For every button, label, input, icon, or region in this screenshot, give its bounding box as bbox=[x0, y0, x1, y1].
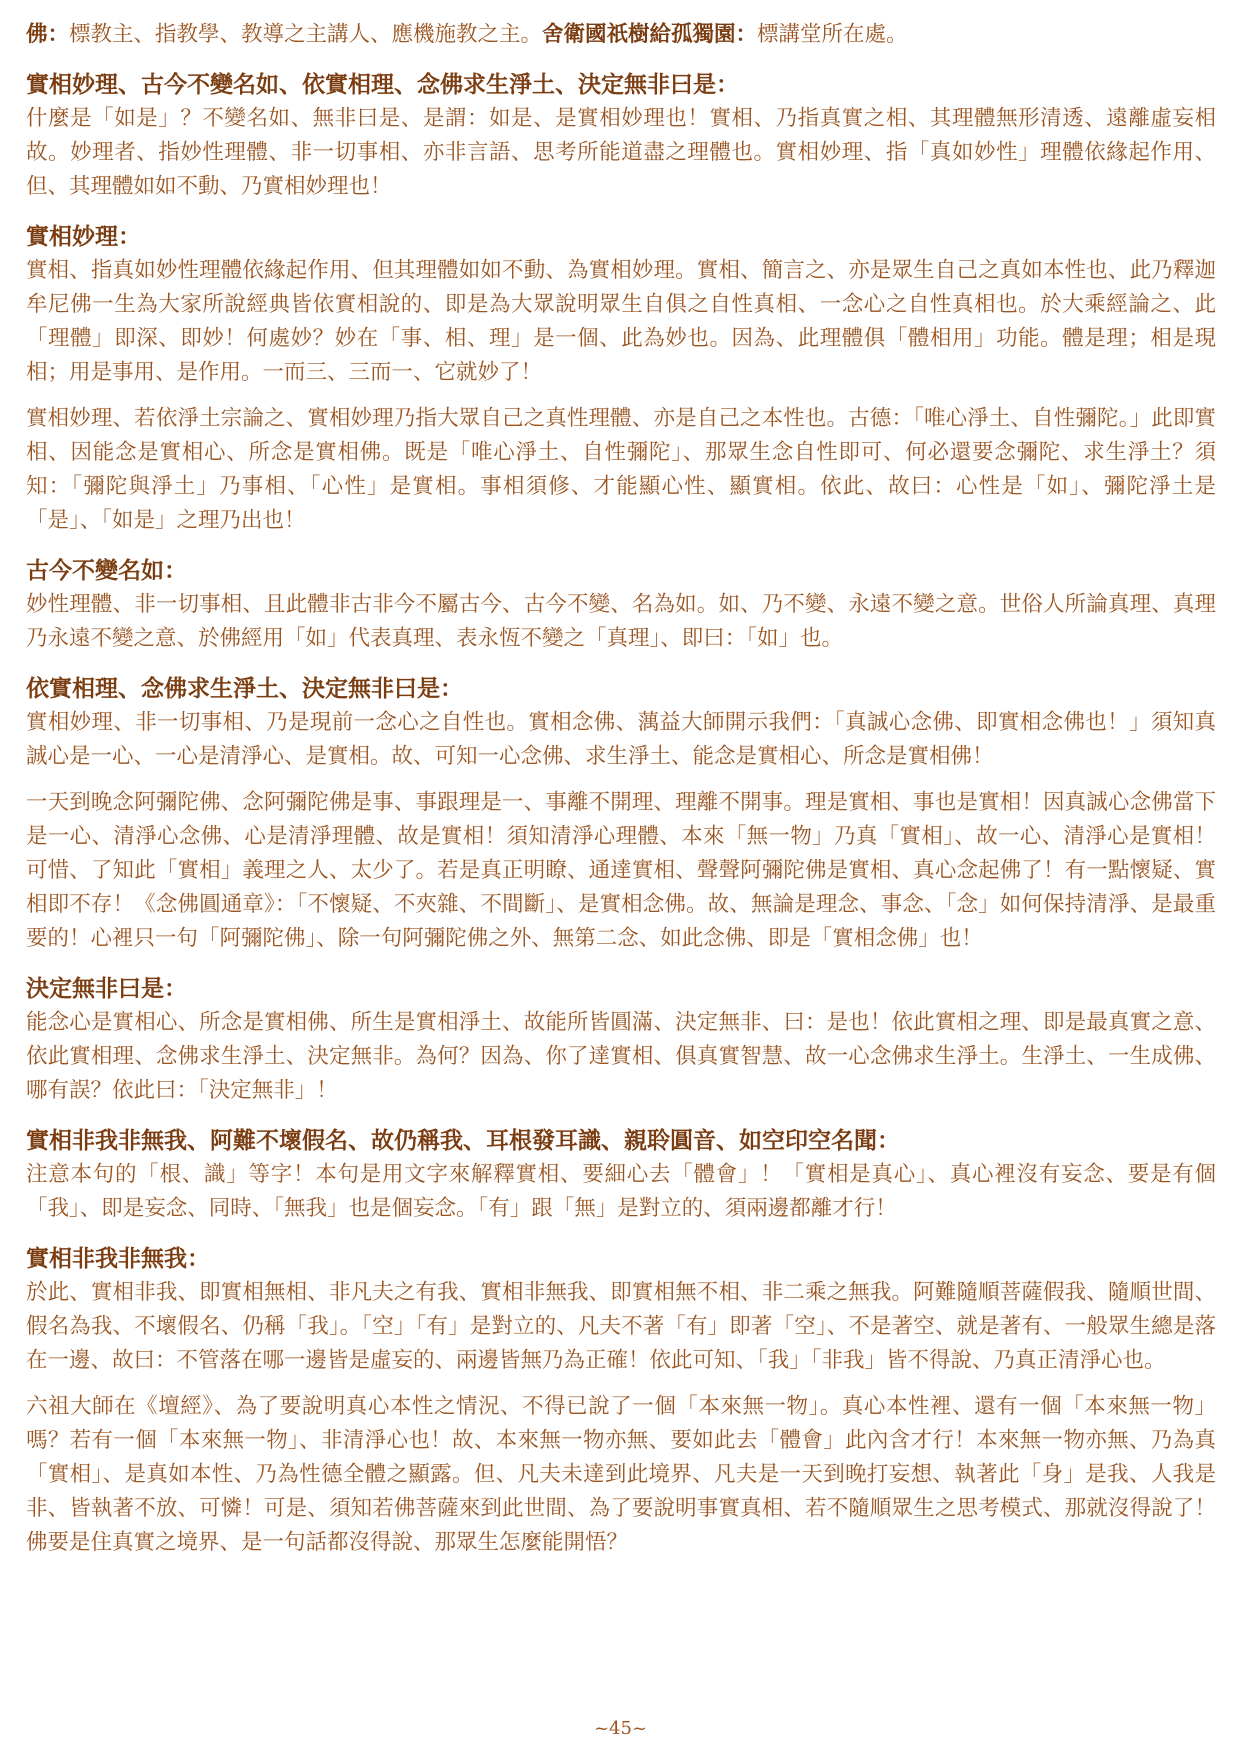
section-heading: 實相非我非無我： bbox=[26, 1245, 210, 1272]
term-buddha-definition: 標教主、指教學、教導之主講人、應機施教之主。 bbox=[69, 22, 543, 47]
term-jetavana: 舍衛國祇樹給孤獨園： bbox=[542, 22, 758, 47]
paragraph: 妙性理體、非一切事相、且此體非古非今不屬古今、古今不變、名為如。如、乃不變、永遠不變之意。世俗人所論真理、真理乃永遠不變之意、於佛經用「如」代表真理、表永恆不變之「真理」、即曰：「如」也。 bbox=[26, 592, 1216, 651]
section-heading: 實相妙理、古今不變名如、依實相理、念佛求生淨土、決定無非曰是： bbox=[26, 71, 739, 98]
paragraph: 實相妙理、若依淨土宗論之、實相妙理乃指大眾自己之真性理體、亦是自己之本性也。古德：「唯心淨土、自性彌陀。」此即實相、因能念是實相心、所念是實相佛。既是「唯心淨土、自性彌陀」、那眾生念自性即可、何必還要念彌陀、求生淨土？須知：「彌陀與淨土」乃事相、「心性」是實相。事相須修、才能顯心性、顯實相。依此、故曰：心性是「如」、彌陀淨土是「是」、「如是」之理乃出也！ bbox=[26, 406, 1216, 533]
paragraph: 能念心是實相心、所念是實相佛、所生是實相淨土、故能所皆圓滿、決定無非、曰：是也！依此實相之理、即是最真實之意、依此實相理、念佛求生淨土、決定無非。為何？因為、你了達實相、俱真實智慧、故一心念佛求生淨土。生淨土、一生成佛、哪有誤？依此曰：「決定無非」！ bbox=[26, 1010, 1216, 1103]
page-number: ~45~ bbox=[593, 1718, 648, 1739]
paragraph: 實相、指真如妙性理體依緣起作用、但其理體如如不動、為實相妙理。實相、簡言之、亦是眾生自己之真如本性也、此乃釋迦牟尼佛一生為大家所說經典皆依實相說的、即是為大眾說明眾生自俱之自性真相、一念心之自性真相也。於大乘經論之、此「理體」即深、即妙！何處妙？妙在「事、相、理」是一個、此為妙也。因為、此理體俱「體相用」功能。體是理；相是現相；用是事用、是作用。一而三、三而一、它就妙了！ bbox=[26, 258, 1216, 385]
paragraph: 六祖大師在《壇經》、為了要說明真心本性之情況、不得已說了一個「本來無一物」。真心本性裡、還有一個「本來無一物」嗎？若有一個「本來無一物」、非清淨心也！故、本來無一物亦無、要如此去「體會」此內含才行！本來無一物亦無、乃為真「實相」、是真如本性、乃為性德全體之顯露。但、凡夫未達到此境界、凡夫是一天到晚打妄想、執著此「身」是我、人我是非、皆執著不放、可憐！可是、須知若佛菩薩來到此世間、為了要說明事實真相、若不隨順眾生之思考模式、那就沒得說了！佛要是住真實之境界、是一句話都沒得說、那眾生怎麼能開悟？ bbox=[26, 1394, 1216, 1555]
paragraph: 注意本句的「根、識」等字！本句是用文字來解釋實相、要細心去「體會」！「實相是真心」、真心裡沒有妄念、要是有個「我」、即是妄念、同時、「無我」也是個妄念。「有」跟「無」是對立的、須兩邊都離才行！ bbox=[26, 1162, 1216, 1221]
section-heading: 實相妙理： bbox=[26, 223, 141, 250]
paragraph: 什麼是「如是」？不變名如、無非曰是、是謂：如是、是實相妙理也！實相、乃指真實之相、其理體無形清透、遠離虛妄相故。妙理者、指妙性理體、非一切事相、亦非言語、思考所能道盡之理體也。實相妙理、指「真如妙性」理體依緣起作用、但、其理體如如不動、乃實相妙理也！ bbox=[26, 106, 1216, 199]
paragraph: 實相妙理、非一切事相、乃是現前一念心之自性也。實相念佛、蕅益大師開示我們：「真誠心念佛、即實相念佛也！」須知真誠心是一心、一心是清淨心、是實相。故、可知一心念佛、求生淨土、能念是實相心、所念是實相佛！ bbox=[26, 710, 1216, 769]
term-jetavana-definition: 標講堂所在處。 bbox=[757, 22, 908, 47]
term-buddha: 佛： bbox=[26, 22, 70, 47]
intro-line bbox=[26, 18, 1216, 52]
paragraph: 一天到晚念阿彌陀佛、念阿彌陀佛是事、事跟理是一、事離不開理、理離不開事。理是實相、事也是實相！因真誠心念佛當下是一心、清淨心念佛、心是清淨理體、故是實相！須知清淨心理體、本來「無一物」乃真「實相」、故一心、清淨心是實相！可惜、了知此「實相」義理之人、太少了。若是真正明瞭、通達實相、聲聲阿彌陀佛是實相、真心念起佛了！有一點懷疑、實相即不存！《念佛圓通章》：「不懷疑、不夾雜、不間斷」、是實相念佛。故、無論是理念、事念、「念」如何保持清淨、是最重要的！心裡只一句「阿彌陀佛」、除一句阿彌陀佛之外、無第二念、如此念佛、即是「實相念佛」也！ bbox=[26, 790, 1216, 951]
section-heading: 實相非我非無我、阿難不壞假名、故仍稱我、耳根發耳識、親聆圓音、如空印空名聞： bbox=[26, 1127, 900, 1154]
section-heading: 古今不變名如： bbox=[26, 557, 187, 584]
paragraph: 於此、實相非我、即實相無相、非凡夫之有我、實相非無我、即實相無不相、非二乘之無我。阿難隨順菩薩假我、隨順世間、假名為我、不壞假名、仍稱「我」。「空」「有」是對立的、凡夫不著「有」即著「空」、不是著空、就是著有、一般眾生總是落在一邊、故曰：不管落在哪一邊皆是虛妄的、兩邊皆無乃為正確！依此可知、「我」「非我」皆不得說、乃真正清淨心也。 bbox=[26, 1280, 1216, 1373]
section-heading: 決定無非曰是： bbox=[26, 975, 187, 1002]
section-heading: 依實相理、念佛求生淨土、決定無非曰是： bbox=[26, 675, 463, 702]
document-page bbox=[26, 0, 1216, 1754]
